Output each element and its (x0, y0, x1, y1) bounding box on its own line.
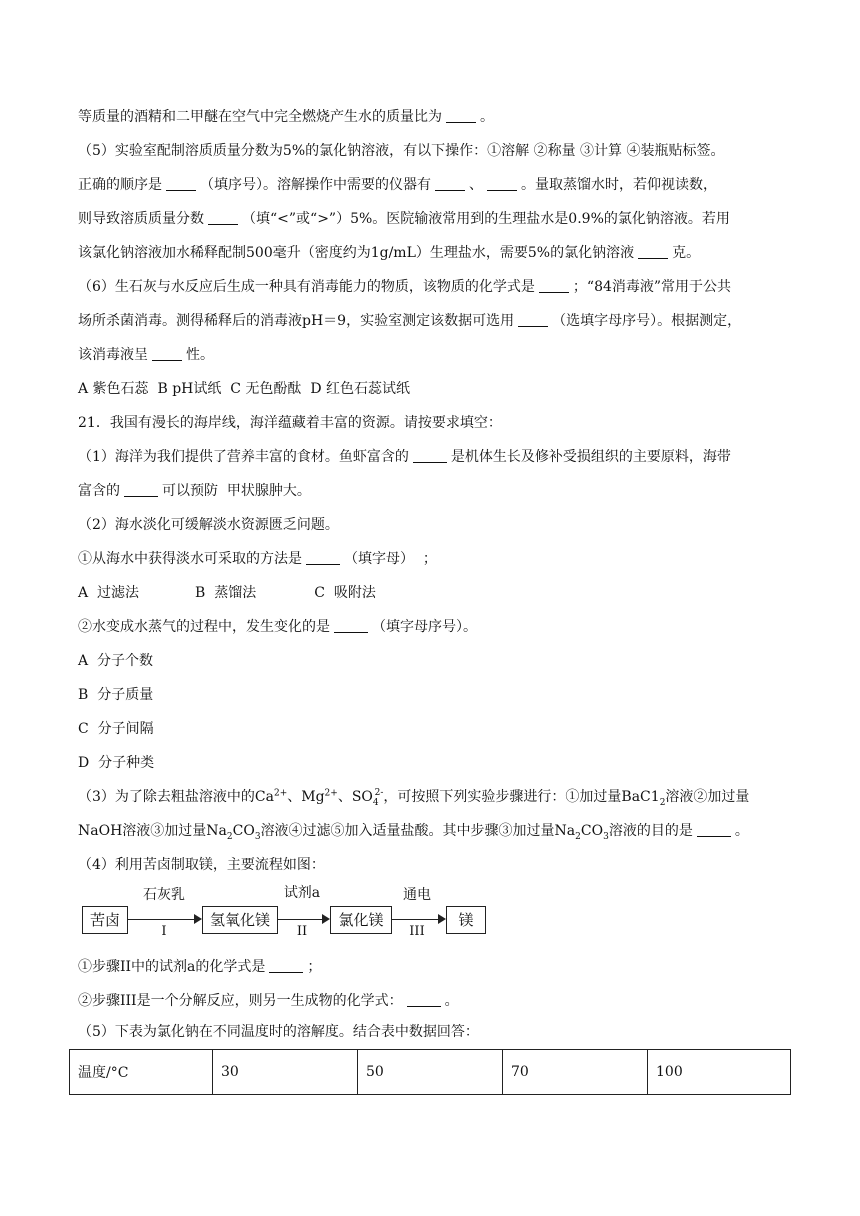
answer-blank[interactable] (208, 210, 238, 225)
solubility-table (69, 1049, 791, 1095)
question-21-part-5: （5）下表为氯化钠在不同温度时的溶解度。结合表中数据回答： (78, 1024, 479, 1040)
question-6-line-1: （6）生石灰与水反应后生成一种具有消毒能力的物质，该物质的化学式是 ；“84消毒液”常用于公共 (78, 279, 732, 295)
answer-blank[interactable] (306, 550, 340, 565)
question-21-part-4: （4）利用苦卤制取镁，主要流程如图： (78, 857, 325, 873)
option-line: C 分子间隔 (78, 721, 154, 737)
option-line: B 分子质量 (78, 687, 154, 703)
question-21-part-2: （2）海水淡化可缓解淡水资源匮乏问题。 (78, 517, 339, 533)
option-line: A 分子个数 (78, 653, 154, 669)
answer-blank[interactable] (518, 312, 548, 327)
answer-blank[interactable] (166, 176, 196, 191)
flow-step-label: I (161, 924, 167, 939)
flow-arrow (128, 919, 194, 920)
option-line: D 分子种类 (78, 755, 155, 771)
question-6-line-2: 场所杀菌消毒。测得稀释后的消毒液pH＝9，实验室测定该数据可选用 （选填字母序号）。根据测定， (78, 313, 742, 329)
table-cell: 50 (358, 1050, 503, 1095)
question-21-part-2-q2: ②水变成水蒸气的过程中，发生变化的是 （填字母序号）。 (78, 619, 477, 635)
question-6-line-3: 该消毒液呈 性。 (78, 347, 214, 363)
answer-blank[interactable] (269, 958, 303, 973)
answer-blank[interactable] (407, 992, 441, 1007)
answer-blank[interactable] (334, 618, 368, 633)
flow-step-label: II (296, 924, 308, 939)
answer-blank[interactable] (638, 244, 668, 259)
question-5-line-2: 正确的顺序是 （填序号）。溶解操作中需要的仪器有 、 。量取蒸馏水时，若仰视读数， (78, 177, 717, 193)
answer-blank[interactable] (413, 448, 447, 463)
question-5-line-4: 该氯化钠溶液加水稀释配制500毫升（密度约为1g/mL）生理盐水，需要5%的氯化钠溶液 克。 (78, 245, 701, 261)
flow-arrow-label: 通电 (403, 887, 431, 903)
question-21-part-1-line-2: 富含的 可以预防 甲状腺肿大。 (78, 483, 311, 499)
question-6-options: A 紫色石蕊 B pH试纸 C 无色酚酞 D 红色石蕊试纸 (78, 381, 411, 397)
question-21-part-2-q1-options: A 过滤法 B 蒸馏法 C 吸附法 (78, 585, 376, 601)
answer-blank[interactable] (539, 278, 569, 293)
question-21-part-3-line-1: （3）为了除去粗盐溶液中的$Ca^{2+}$、$Mg^{2+}$、$SO_4^{2-}$，可按照下列实验步骤进行：①加过量$BaC1_2$溶液②加过量 (78, 788, 750, 808)
flow-box-bittern: 苦卤 (82, 906, 128, 934)
table-cell: 100 (648, 1050, 791, 1095)
flow-box-magnesium-chloride: 氯化镁 (330, 906, 392, 934)
question-21-part-4-q1: ①步骤II中的试剂a的化学式是 ； (78, 959, 322, 975)
answer-blank[interactable] (487, 176, 517, 191)
table-cell: 30 (213, 1050, 358, 1095)
flow-arrow (392, 919, 438, 920)
answer-blank[interactable] (697, 822, 731, 837)
flow-arrow-label: 石灰乳 (143, 887, 185, 903)
answer-blank[interactable] (446, 108, 476, 123)
question-5-line-3: 则导致溶质质量分数 （填“<”或“>”）5%。医院输液常用到的生理盐水是0.9%的氯化钠溶液。若用 (78, 211, 730, 227)
answer-blank[interactable] (435, 176, 465, 191)
answer-blank[interactable] (124, 482, 158, 497)
question-21-part-1-line-1: （1）海洋为我们提供了营养丰富的食材。鱼虾富含的 是机体生长及修补受损组织的主要原料，海带 (78, 449, 731, 465)
table-cell: 温度/°C (70, 1050, 213, 1095)
magnesium-process-flow-diagram (78, 886, 488, 946)
question-21-part-4-q2: ②步骤III是一个分解反应，则另一生成物的化学式： 。 (78, 993, 459, 1009)
question-5-line-1: （5）实验室配制溶质质量分数为5%的氯化钠溶液，有以下操作：①溶解 ②称量 ③计算 ④装瓶贴标签。 (78, 143, 725, 159)
flow-box-magnesium-hydroxide: 氢氧化镁 (202, 906, 278, 934)
table-cell: 70 (503, 1050, 648, 1095)
arrow-head-icon (194, 914, 202, 924)
arrow-head-icon (322, 914, 330, 924)
answer-blank[interactable] (152, 346, 182, 361)
flow-arrow-label: 试剂a (283, 885, 321, 901)
question-21-title: 21．我国有漫长的海岸线，海洋蕴藏着丰富的资源。请按要求填空： (78, 415, 502, 431)
arrow-head-icon (438, 914, 446, 924)
table-row (70, 1050, 791, 1095)
flow-step-label: III (409, 924, 425, 939)
question-21-part-3-line-2: NaOH溶液③加过量$Na_2CO_3$溶液④过滤⑤加入适量盐酸。其中步骤③加过量$Na_2CO_3$溶液的目的是 。 (78, 823, 749, 842)
text-line: 等质量的酒精和二甲醚在空气中完全燃烧产生水的质量比为 。 (78, 109, 494, 125)
question-21-part-2-q1: ①从海水中获得淡水可采取的方法是 （填字母） ； (78, 551, 437, 567)
flow-arrow (278, 919, 322, 920)
flow-box-magnesium: 镁 (446, 906, 486, 934)
